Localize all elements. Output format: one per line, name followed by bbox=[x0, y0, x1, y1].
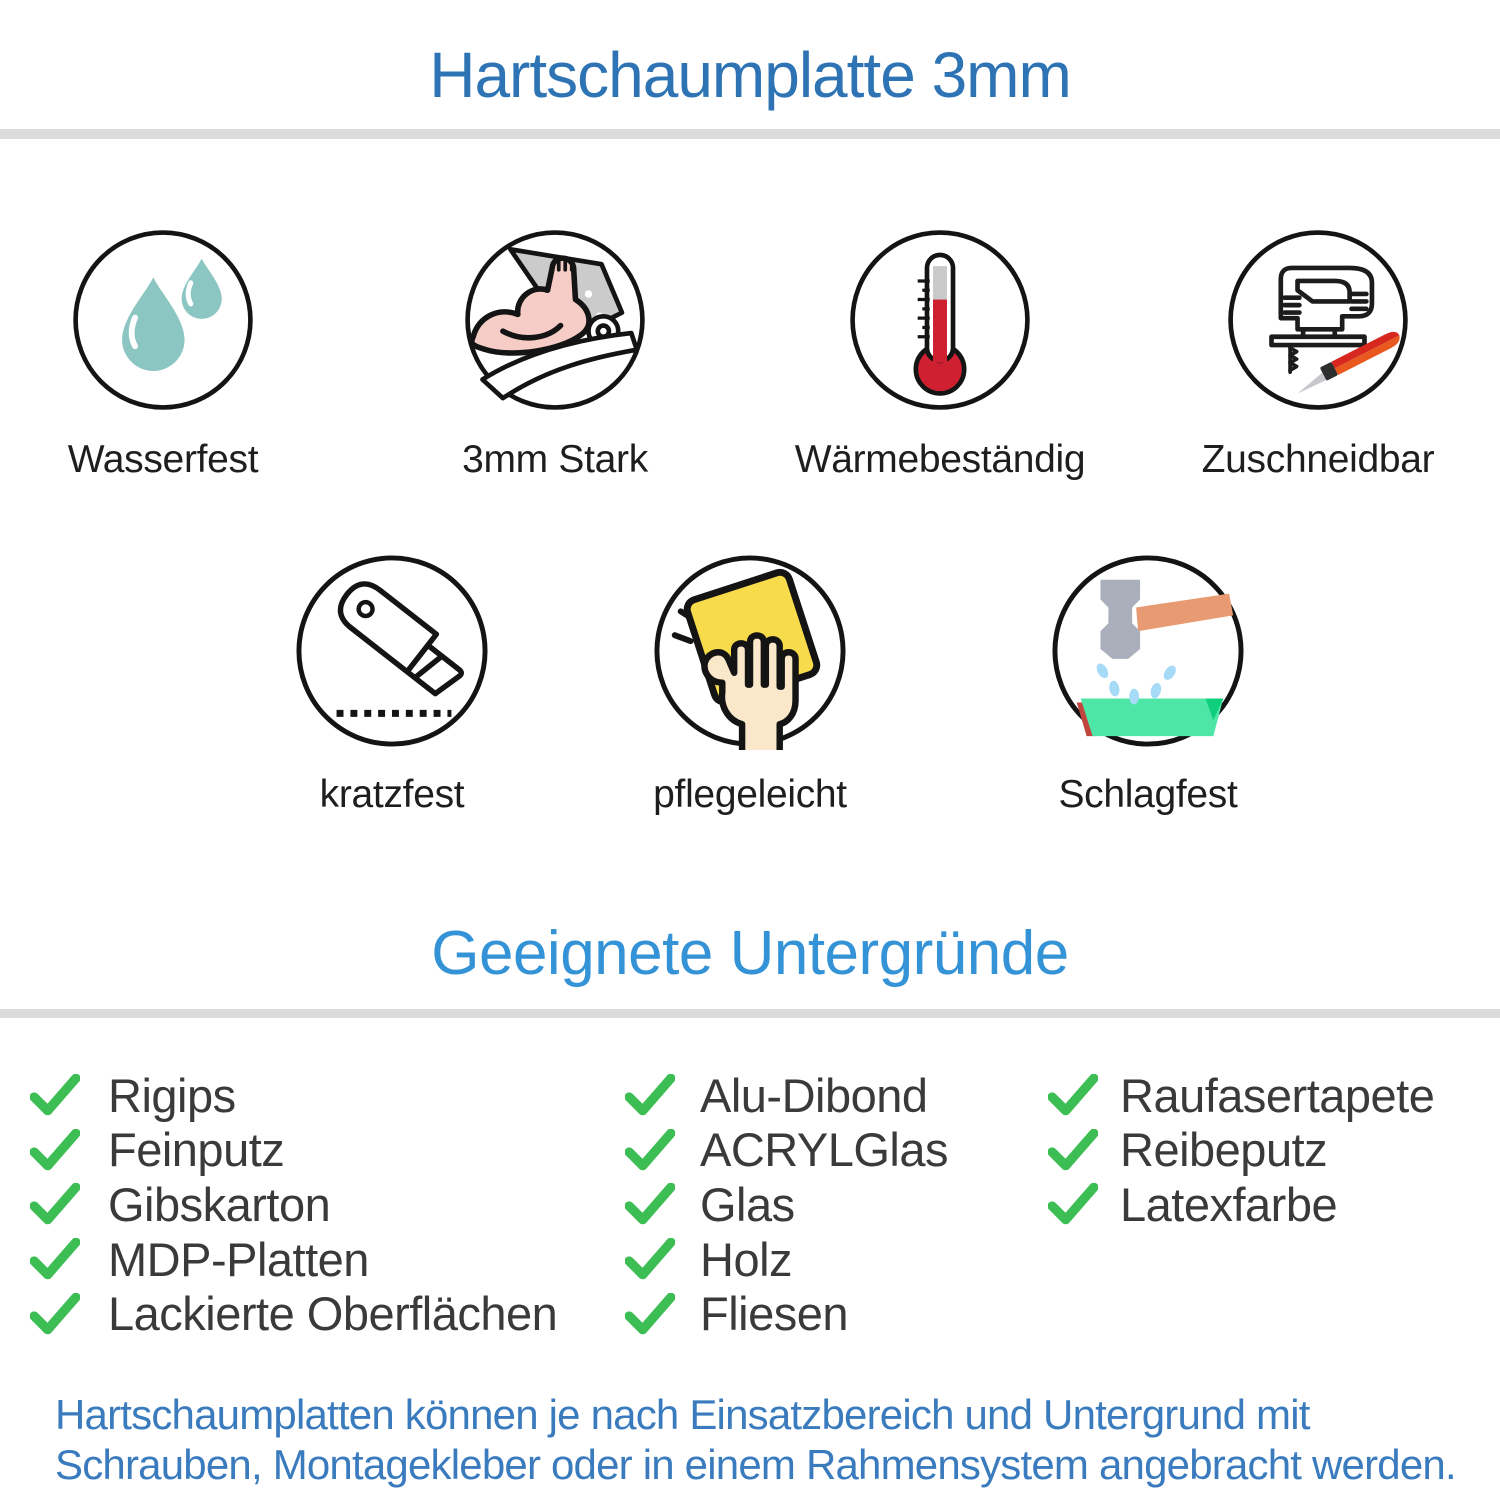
list-item bbox=[30, 1123, 557, 1178]
divider-bar-top bbox=[0, 129, 1500, 139]
list-item bbox=[1048, 1123, 1434, 1178]
list-item bbox=[1048, 1177, 1434, 1232]
list-item bbox=[625, 1286, 948, 1341]
list-item bbox=[30, 1177, 557, 1232]
list-item-label: ACRYLGlas bbox=[700, 1123, 949, 1177]
muscle-arm-icon bbox=[462, 227, 648, 413]
check-icon bbox=[30, 1238, 80, 1280]
list-item bbox=[30, 1286, 557, 1341]
check-icon bbox=[30, 1293, 80, 1335]
feature-label: kratzfest bbox=[319, 773, 465, 816]
feature-label: Wasserfest bbox=[67, 438, 259, 481]
list-item bbox=[625, 1232, 948, 1287]
feature-label: Wärmebeständig bbox=[794, 438, 1086, 481]
feature-label: pflegeleicht bbox=[653, 773, 847, 816]
list-item bbox=[1048, 1068, 1434, 1123]
list-item bbox=[30, 1068, 557, 1123]
check-icon bbox=[625, 1238, 675, 1280]
cleaning-hand-icon bbox=[651, 552, 849, 750]
divider-bar-bottom bbox=[0, 1009, 1500, 1018]
hammer-icon bbox=[1049, 552, 1247, 750]
check-icon bbox=[30, 1183, 80, 1225]
surfaces-column-3 bbox=[1048, 1068, 1434, 1232]
list-item-label: Lackierte Oberflächen bbox=[108, 1287, 558, 1341]
check-icon bbox=[625, 1183, 675, 1225]
section-title-untergruende: Geeignete Untergründe bbox=[431, 919, 1069, 988]
utility-knife-icon bbox=[293, 552, 491, 750]
feature-label: Schlagfest bbox=[1058, 773, 1238, 816]
list-item-label: Feinputz bbox=[108, 1123, 285, 1177]
check-icon bbox=[1048, 1129, 1098, 1171]
surfaces-column-1 bbox=[30, 1068, 557, 1341]
check-icon bbox=[30, 1129, 80, 1171]
list-item-label: Holz bbox=[700, 1232, 793, 1286]
check-icon bbox=[625, 1074, 675, 1116]
list-item bbox=[30, 1232, 557, 1287]
list-item-label: Latexfarbe bbox=[1120, 1177, 1338, 1231]
list-item-label: Glas bbox=[700, 1177, 795, 1231]
list-item bbox=[625, 1123, 948, 1178]
footer-note bbox=[55, 1390, 1485, 1490]
feature-label: Zuschneidbar bbox=[1201, 438, 1435, 481]
thermometer-icon bbox=[847, 227, 1033, 413]
list-item-label: Reibeputz bbox=[1120, 1123, 1328, 1177]
list-item-label: Raufasertapete bbox=[1120, 1068, 1435, 1122]
check-icon bbox=[625, 1129, 675, 1171]
check-icon bbox=[625, 1293, 675, 1335]
footer-line-2: Schrauben, Montagekleber oder in einem Rahmensystem angebracht werden. bbox=[55, 1441, 1456, 1488]
check-icon bbox=[30, 1074, 80, 1116]
list-item bbox=[625, 1068, 948, 1123]
surfaces-column-2 bbox=[625, 1068, 948, 1341]
list-item-label: Gibskarton bbox=[108, 1177, 331, 1231]
check-icon bbox=[1048, 1183, 1098, 1225]
footer-line-1: Hartschaumplatten können je nach Einsatzbereich und Untergrund mit bbox=[55, 1391, 1310, 1438]
list-item-label: MDP-Platten bbox=[108, 1232, 369, 1286]
list-item-label: Alu-Dibond bbox=[700, 1068, 928, 1122]
list-item-label: Fliesen bbox=[700, 1287, 849, 1341]
check-icon bbox=[1048, 1074, 1098, 1116]
feature-label: 3mm Stark bbox=[462, 438, 648, 481]
jigsaw-icon bbox=[1225, 227, 1411, 413]
page-title: Hartschaumplatte 3mm bbox=[429, 39, 1071, 111]
list-item bbox=[625, 1177, 948, 1232]
water-drops-icon bbox=[70, 227, 256, 413]
list-item-label: Rigips bbox=[108, 1068, 236, 1122]
